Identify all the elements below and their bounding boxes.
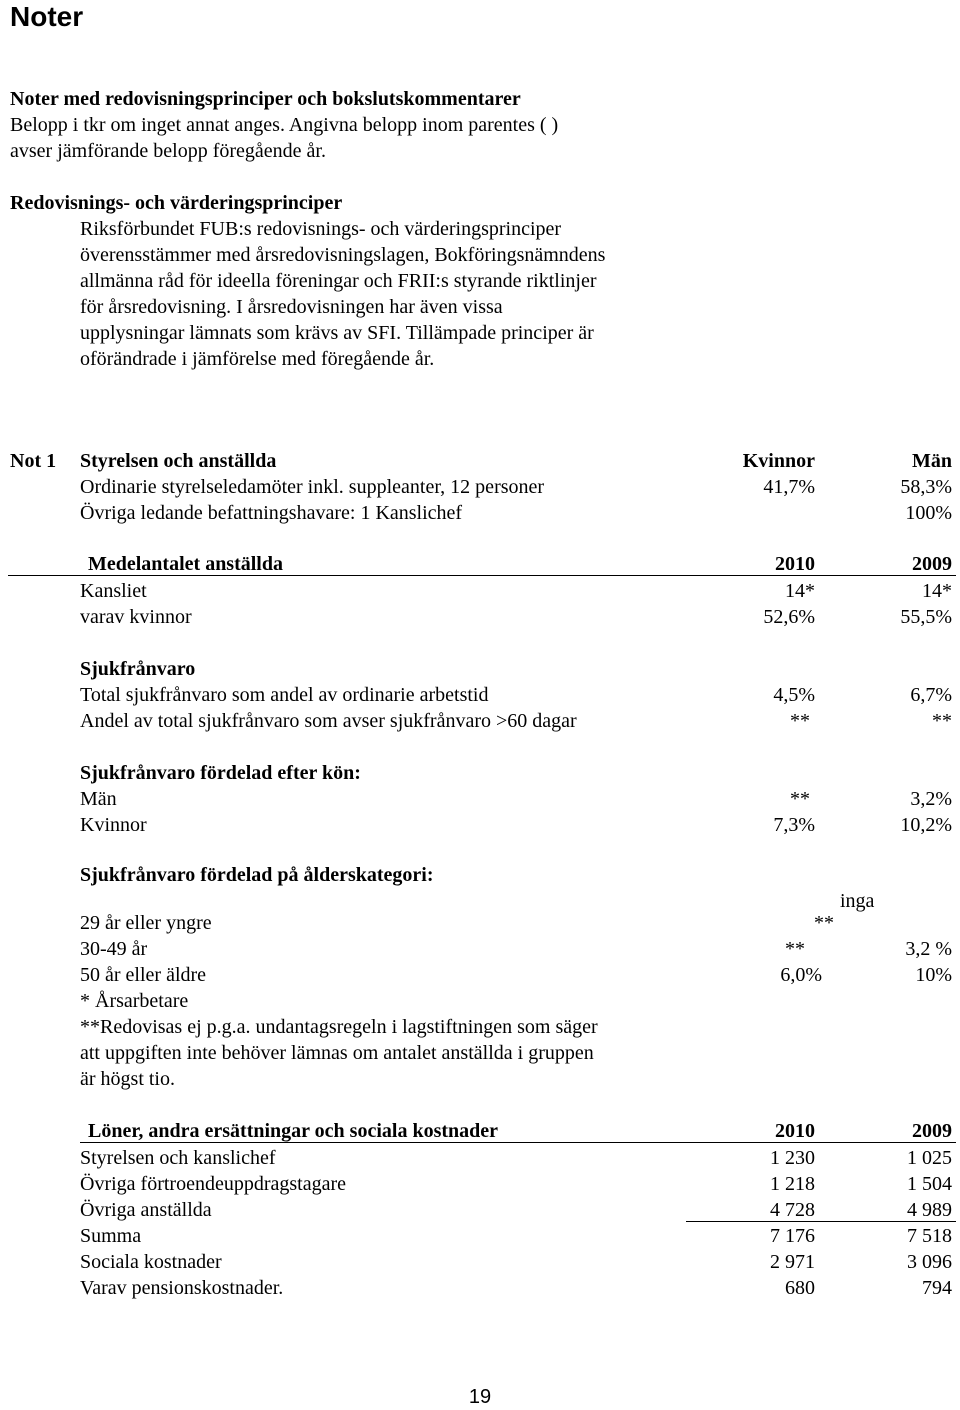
row-value: 6,0% [780, 964, 822, 986]
row-label: Ordinarie styrelseledamöter inkl. suppleanter, 12 personer [80, 476, 545, 498]
row-value: ** [785, 938, 805, 960]
row-value: 1 218 [770, 1173, 815, 1195]
row-value: 4 989 [907, 1199, 952, 1221]
column-header-2010: 2010 [775, 1120, 815, 1142]
footnote: **Redovisas ej p.g.a. undantagsregeln i lagstiftningen som säger [80, 1016, 598, 1038]
intro-line-2: avser jämförande belopp föregående år. [10, 140, 326, 162]
row-value: ** [814, 912, 834, 934]
row-label: Summa [80, 1225, 142, 1247]
principles-line: oförändrade i jämförelse med föregående år. [80, 348, 435, 370]
row-label: 29 år eller yngre [80, 912, 212, 934]
section-title: Medelantalet anställda [88, 553, 283, 575]
row-label: Kansliet [80, 580, 147, 602]
row-value: 1 504 [907, 1173, 952, 1195]
section-title: Sjukfrånvaro fördelad på ålderskategori: [80, 864, 434, 886]
row-label: Övriga förtroendeuppdragstagare [80, 1173, 346, 1195]
row-label: varav kvinnor [80, 606, 192, 628]
section-title: Löner, andra ersättningar och sociala kostnader [88, 1120, 499, 1142]
column-header-2009: 2009 [912, 553, 952, 575]
intro-line-1: Belopp i tkr om inget annat anges. Angivna belopp inom parentes ( ) [10, 114, 559, 136]
section-title: Sjukfrånvaro fördelad efter kön: [80, 762, 361, 784]
row-value: 14* [922, 580, 952, 602]
row-label: 30-49 år [80, 938, 148, 960]
intro-title: Noter med redovisningsprinciper och bokslutskommentarer [10, 88, 521, 110]
row-value: 4,5% [773, 684, 815, 706]
row-value: 10% [915, 964, 952, 986]
row-value: 6,7% [910, 684, 952, 706]
divider [8, 575, 956, 576]
divider [80, 1142, 956, 1143]
row-value: 7,3% [773, 814, 815, 836]
page-title: Noter [10, 1, 84, 32]
row-value: 14* [785, 580, 815, 602]
row-value: 1 230 [770, 1147, 815, 1169]
row-label: Styrelsen och kanslichef [80, 1147, 276, 1169]
principles-line: överensstämmer med årsredovisningslagen, Bokföringsnämndens [80, 244, 606, 266]
note-title: Styrelsen och anställda [80, 450, 277, 472]
row-value: ** [790, 788, 810, 810]
row-label: Övriga anställda [80, 1199, 212, 1221]
row-label: Andel av total sjukfrånvaro som avser sjukfrånvaro >60 dagar [80, 710, 577, 732]
column-header-women: Kvinnor [742, 450, 815, 472]
row-value: 100% [905, 502, 952, 524]
sum-divider [686, 1221, 956, 1222]
row-value: 2 971 [770, 1251, 815, 1273]
row-value: 3,2% [910, 788, 952, 810]
row-value: ** [790, 710, 810, 732]
row-label: 50 år eller äldre [80, 964, 207, 986]
row-value: 41,7% [763, 476, 815, 498]
section-title: Sjukfrånvaro [80, 658, 196, 680]
row-value: 680 [785, 1277, 815, 1299]
row-value: 1 025 [907, 1147, 952, 1169]
row-value: 10,2% [900, 814, 952, 836]
inga-note: inga [840, 890, 875, 912]
footnote: * Årsarbetare [80, 990, 189, 1012]
row-label: Varav pensionskostnader. [80, 1277, 284, 1299]
row-value: 58,3% [900, 476, 952, 498]
row-value: 55,5% [900, 606, 952, 628]
row-value: 3 096 [907, 1251, 952, 1273]
principles-line: för årsredovisning. I årsredovisningen har även vissa [80, 296, 503, 318]
row-value: 52,6% [763, 606, 815, 628]
row-value: 794 [922, 1277, 952, 1299]
row-label: Total sjukfrånvaro som andel av ordinarie arbetstid [80, 684, 489, 706]
row-value: 4 728 [770, 1199, 815, 1221]
page-number: 19 [468, 1386, 492, 1408]
row-label: Sociala kostnader [80, 1251, 222, 1273]
row-value: 3,2 % [905, 938, 952, 960]
column-header-men: Män [912, 450, 952, 472]
row-label: Kvinnor [80, 814, 147, 836]
row-label: Män [80, 788, 117, 810]
row-value: 7 176 [770, 1225, 815, 1247]
footnote: är högst tio. [80, 1068, 175, 1090]
row-label: Övriga ledande befattningshavare: 1 Kanslichef [80, 502, 463, 524]
row-value: ** [932, 710, 952, 732]
principles-title: Redovisnings- och värderingsprinciper [10, 192, 343, 214]
column-header-2010: 2010 [775, 553, 815, 575]
column-header-2009: 2009 [912, 1120, 952, 1142]
row-value: 7 518 [907, 1225, 952, 1247]
principles-line: upplysningar lämnats som krävs av SFI. Tillämpade principer är [80, 322, 594, 344]
principles-line: Riksförbundet FUB:s redovisnings- och värderingsprinciper [80, 218, 562, 240]
footnote: att uppgiften inte behöver lämnas om antalet anställda i gruppen [80, 1042, 594, 1064]
principles-line: allmänna råd för ideella föreningar och FRII:s styrande riktlinjer [80, 270, 597, 292]
note-label: Not 1 [10, 450, 57, 472]
